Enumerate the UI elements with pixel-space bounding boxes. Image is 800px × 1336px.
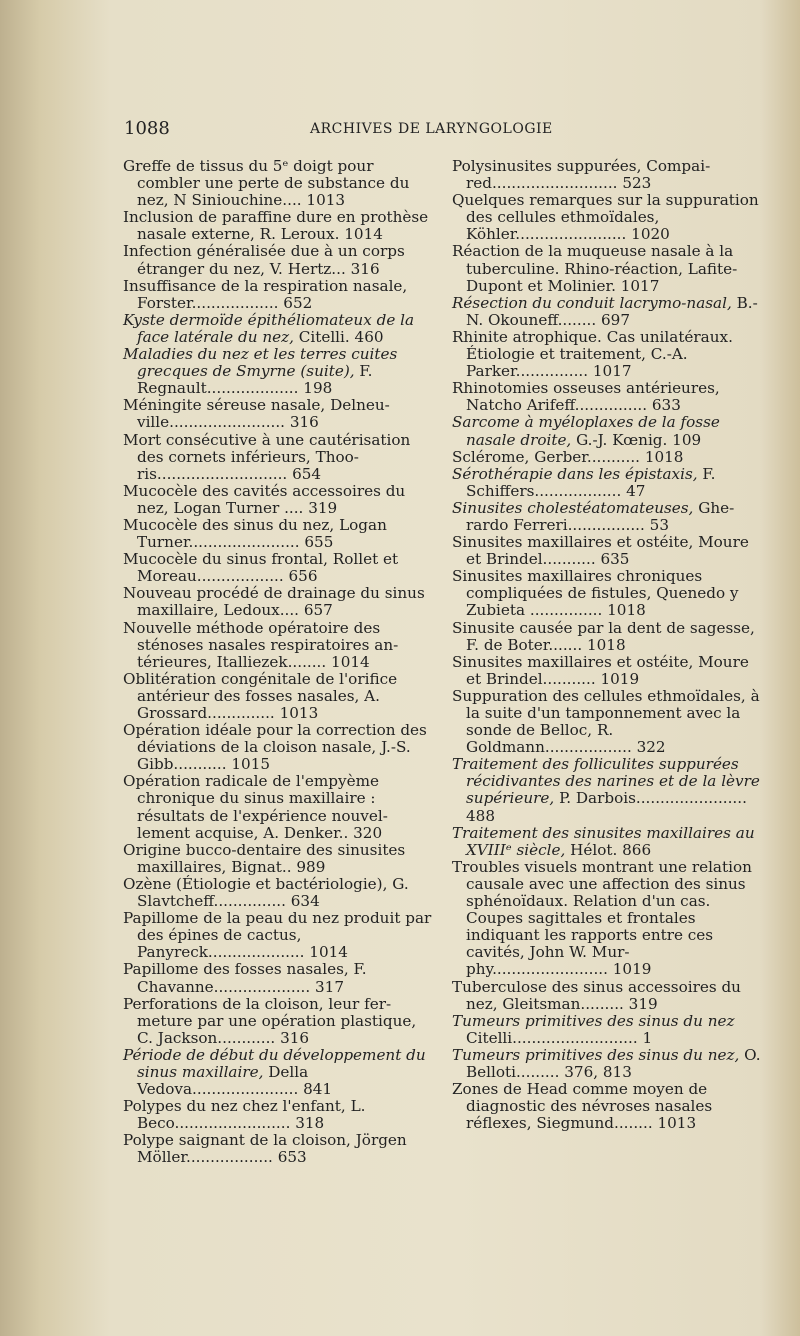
index-entry-text: Mucocèle des cavités accessoires du nez, Logan Turner .... 319 <box>123 481 406 517</box>
index-entry-title: Kyste dermoïde épithéliomateux de la face latérale du nez, <box>123 310 415 346</box>
index-entry <box>123 1132 433 1166</box>
index-entry-text: Ozène (Étiologie et bactériologie), G. Slavtcheff............... 634 <box>123 874 409 911</box>
index-entry <box>452 568 762 619</box>
index-entry-text: Citelli.......................... 1 <box>466 1028 653 1047</box>
running-head: ARCHIVES DE LARYNGOLOGIE <box>310 121 553 137</box>
index-entry-text: Oblitération congénitale de l'orifice antérieur des fosses nasales, A. Grossard.............. 1013 <box>123 669 398 722</box>
index-entry-text: Zones de Head comme moyen de diagnostic des névroses nasales réflexes, Siegmund........ 1013 <box>452 1080 713 1133</box>
index-entry-text: Nouvelle méthode opératoire des sténoses nasales respiratoires antérieures, Italliezek........ 1014 <box>123 618 399 671</box>
index-entry-title: Tumeurs primitives des sinus du nez, <box>452 1045 740 1064</box>
index-entry-text: Gherardo Ferreri................ 53 <box>466 498 735 534</box>
index-entry-text: Papillome des fosses nasales, F. Chavanne.................... 317 <box>123 960 367 996</box>
index-entry <box>123 722 433 773</box>
index-entry-text: O. Belloti......... 376, 813 <box>466 1045 761 1081</box>
index-entry-text: Sinusites maxillaires et ostéite, Moure et Brindel........... 635 <box>452 533 749 569</box>
index-entry <box>123 876 433 910</box>
index-column-left <box>123 158 433 1167</box>
index-entry <box>123 243 433 277</box>
index-entry-text: Greffe de tissus du 5ᵉ doigt pour combler une perte de substance du nez, N Siniouchine.... 1013 <box>123 157 410 210</box>
index-entry <box>123 209 433 243</box>
index-entry <box>452 979 762 1013</box>
index-entry <box>452 329 762 380</box>
index-entry <box>123 312 433 346</box>
index-entry-text: Sinusites maxillaires et ostéite, Moure et Brindel........... 1019 <box>452 652 749 688</box>
index-entry <box>123 910 433 961</box>
index-entry-title: Traitement des sinusites maxillaires au XVIIIᵉ siècle, <box>452 823 755 859</box>
index-entry-text: Insuffisance de la respiration nasale, Forster.................. 652 <box>123 276 408 312</box>
index-entry <box>452 380 762 414</box>
index-entry-text: Inclusion de paraffine dure en prothèse nasale externe, R. Leroux. 1014 <box>123 208 429 244</box>
index-entry-text: P. Darbois....................... 488 <box>466 789 747 825</box>
index-entry <box>452 756 762 824</box>
index-entry <box>452 500 762 534</box>
index-entry-text: F. Schiffers.................. 47 <box>466 464 716 500</box>
index-entry <box>123 1098 433 1132</box>
index-entry-text: Della Vedova...................... 841 <box>137 1062 333 1099</box>
index-entry <box>452 1013 762 1047</box>
index-entry-title: Sarcome à myéloplaxes de la fosse nasale droite, <box>452 413 720 449</box>
index-entry-text: Rhinite atrophique. Cas unilatéraux. Étiologie et traitement, C.-A. Parker............... 1017 <box>452 327 733 381</box>
index-entry-text: Réaction de la muqueuse nasale à la tuberculine. Rhino-réaction, Lafite-Dupont et Molinier. 1017 <box>452 242 738 295</box>
index-entry <box>123 620 433 671</box>
index-entry-title: Traitement des folliculites suppurées récidivantes des narines et de la lèvre supérieure, <box>452 755 760 808</box>
index-entry-text: Méningite séreuse nasale, Delneuville........................ 316 <box>123 396 390 432</box>
index-entry <box>452 859 762 979</box>
index-entry <box>123 278 433 312</box>
index-entry <box>452 688 762 756</box>
index-entry-text: Troubles visuels montrant une relation causale avec une affection des sinus sphénoïdaux. Relation d'un cas. Coupes sagittales et frontales indiquant les rapports entre ces cavités, John W. Murphy........................ 1019 <box>452 857 752 979</box>
index-entry-text: Sclérome, Gerber........... 1018 <box>452 447 684 466</box>
index-entry <box>123 158 433 209</box>
page-number: 1088 <box>124 118 170 139</box>
index-entry <box>452 243 762 294</box>
index-entry-text: Quelques remarques sur la suppuration des cellules ethmoïdales, Köhler....................... 1020 <box>452 191 759 244</box>
index-column-right <box>452 158 762 1132</box>
index-entry-title: Maladies du nez et les terres cuites grecques de Smyrne (suite), <box>123 345 398 381</box>
index-entry <box>452 825 762 859</box>
index-entry-text: Origine bucco-dentaire des sinusites maxillaires, Bignat.. 989 <box>123 840 406 876</box>
index-entry-text: Citelli. 460 <box>293 327 384 346</box>
index-entry <box>123 551 433 585</box>
index-entry-text: F. Regnault................... 198 <box>137 362 373 398</box>
index-entry <box>452 158 762 192</box>
index-entry-text: Mucocèle des sinus du nez, Logan Turner....................... 655 <box>123 515 387 552</box>
index-entry-text: Opération idéale pour la correction des déviations de la cloison nasale, J.-S. Gibb........... 1015 <box>123 721 427 774</box>
index-entry-text: Hélot. 866 <box>565 840 652 859</box>
page-header <box>124 118 744 142</box>
index-entry-text: Mucocèle du sinus frontal, Rollet et Moreau.................. 656 <box>123 550 399 586</box>
index-entry <box>452 192 762 243</box>
index-entry <box>452 534 762 568</box>
index-entry-title: Résection du conduit lacrymo-nasal, <box>452 293 732 312</box>
index-entry <box>452 414 762 448</box>
index-entry <box>123 1047 433 1098</box>
index-entry <box>452 449 762 466</box>
index-entry <box>123 346 433 397</box>
index-entry-title: Sérothérapie dans les épistaxis, <box>452 464 698 483</box>
index-entry <box>123 517 433 551</box>
index-entry <box>452 295 762 329</box>
index-entry-text: Sinusites maxillaires chroniques compliquées de fistules, Quenedo y Zubieta ............... 1018 <box>452 567 739 620</box>
index-entry-text: Sinusite causée par la dent de sagesse, F. de Boter....... 1018 <box>452 618 755 654</box>
index-entry-text: Mort consécutive à une cautérisation des cornets inférieurs, Thooris........................... 654 <box>123 430 411 483</box>
index-entry <box>452 620 762 654</box>
index-entry-title: Tumeurs primitives des sinus du nez <box>452 1011 735 1030</box>
index-entry-text: Tuberculose des sinus accessoires du nez, Gleitsman......... 319 <box>452 977 741 1013</box>
index-entry <box>123 585 433 619</box>
index-entry <box>123 961 433 995</box>
index-entry-text: Polypes du nez chez l'enfant, L. Beco........................ 318 <box>123 1097 366 1133</box>
index-entry <box>123 996 433 1047</box>
index-entry <box>452 1047 762 1081</box>
index-entry <box>123 671 433 722</box>
index-entry-text: Opération radicale de l'empyème chronique du sinus maxillaire : résultats de l'expérience nouvellement acquise, A. Denker.. 320 <box>123 772 388 842</box>
index-entry-text: Nouveau procédé de drainage du sinus maxillaire, Ledoux.... 657 <box>123 584 425 620</box>
index-entry <box>123 842 433 876</box>
index-entry <box>123 432 433 483</box>
index-entry-text: Rhinotomies osseuses antérieures, Natcho Arifeff............... 633 <box>452 379 720 415</box>
index-entry-text: G.-J. Kœnig. 109 <box>571 430 702 449</box>
index-entry <box>123 773 433 841</box>
index-entry <box>452 654 762 688</box>
index-entry-text: Suppuration des cellules ethmoïdales, à la suite d'un tamponnement avec la sonde de Belloc, R. Goldmann.................. 322 <box>452 686 760 757</box>
index-entry <box>123 397 433 431</box>
index-entry-text: Polysinusites suppurées, Compaired.......................... 523 <box>452 157 711 193</box>
index-entry-text: B.-N. Okouneff........ 697 <box>466 293 758 329</box>
index-entry-text: Infection généralisée due à un corps étranger du nez, V. Hertz... 316 <box>123 242 405 278</box>
index-entry-title: Période de début du développement du sinus maxillaire, <box>123 1045 426 1081</box>
index-entry <box>452 1081 762 1132</box>
index-entry-text: Polype saignant de la cloison, Jörgen Möller.................. 653 <box>123 1131 407 1167</box>
index-entry <box>452 466 762 500</box>
index-entry-title: Sinusites cholestéatomateuses, <box>452 498 694 517</box>
index-entry-text: Perforations de la cloison, leur fermeture par une opération plastique, C. Jackson............ 316 <box>123 994 417 1047</box>
index-entry-text: Papillome de la peau du nez produit par des épines de cactus, Panyreck.................... 1014 <box>123 909 432 962</box>
index-entry <box>123 483 433 517</box>
